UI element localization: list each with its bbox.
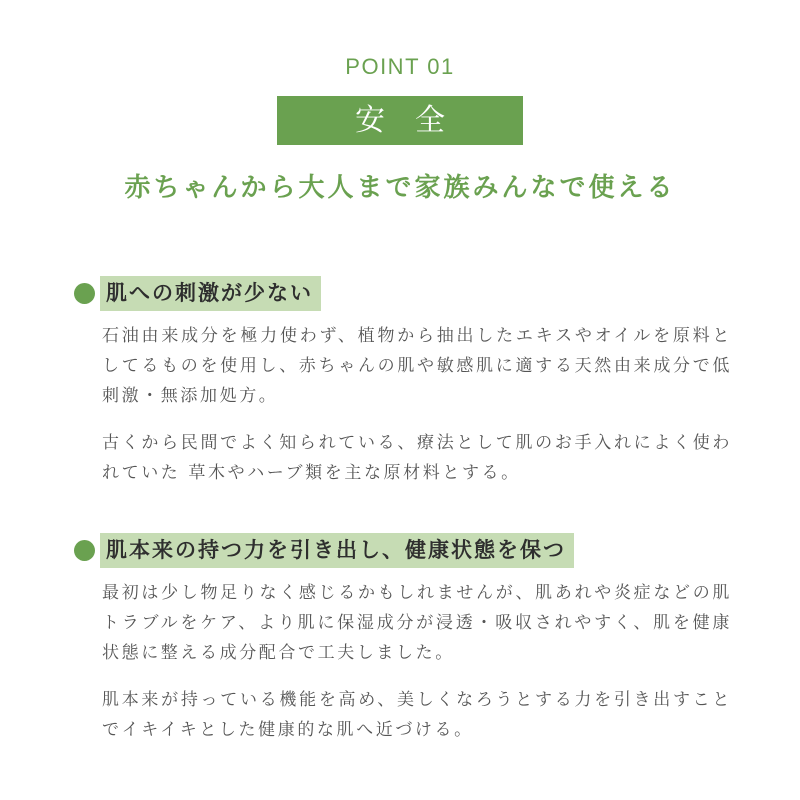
section-heading-label: 肌本来の持つ力を引き出し、健康状態を保つ — [100, 533, 574, 568]
point-title-banner: 安全 — [277, 96, 523, 145]
feature-section-low-irritation — [72, 276, 732, 505]
point-number-label: POINT 01 — [345, 54, 455, 79]
section-heading — [72, 533, 732, 568]
section-heading — [72, 276, 732, 311]
point-subtitle: 赤ちゃんから大人まで家族みんなで使える — [124, 173, 676, 203]
section-paragraph: 石油由来成分を極力使わず、植物から抽出したエキスやオイルを原料としてるものを使用し、赤ちゃんの肌や敏感肌に適する天然由来成分で低刺激・無添加処方。 — [102, 326, 732, 406]
bullet-dot-icon — [74, 283, 95, 304]
section-paragraph: 肌本来が持っている機能を高め、美しくなろうとする力を引き出すこと でイキイキとした健康的な肌へ近づける。 — [102, 690, 732, 740]
feature-section-skin-health — [72, 533, 732, 762]
section-paragraph: 古くから民間でよく知られている、療法として肌のお手入れによく使われていた 草木やハーブ類を主な原材料とする。 — [102, 433, 732, 483]
bullet-dot-icon — [74, 540, 95, 561]
section-paragraph: 最初は少し物足りなく感じるかもしれませんが、肌あれや炎症などの肌トラブルをケア、より肌に保湿成分が浸透・吸収されやすく、肌を健康状態に整える成分配合で工夫しました。 — [102, 583, 732, 663]
section-heading-label: 肌への刺激が少ない — [100, 276, 321, 311]
